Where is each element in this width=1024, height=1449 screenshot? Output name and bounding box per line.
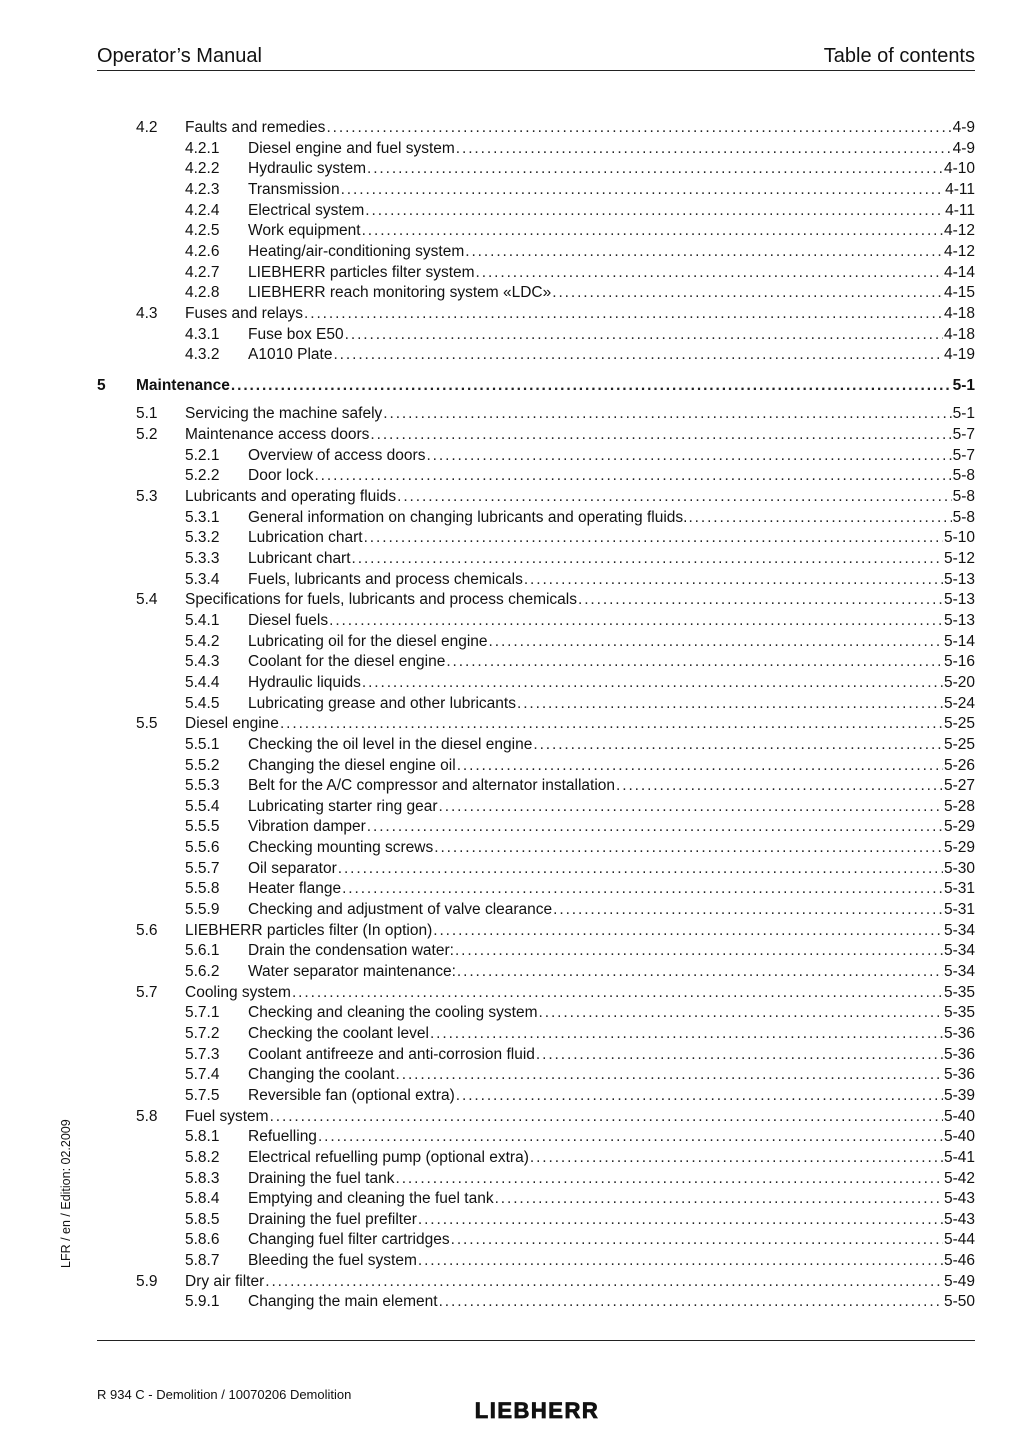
toc-entry-page: 5-8 (952, 508, 975, 526)
toc-entry[interactable] (185, 1127, 975, 1148)
toc-dot-leader (530, 1148, 943, 1168)
toc-dot-leader (439, 797, 943, 817)
toc-entry-title: Water separator maintenance: (248, 963, 456, 980)
toc-entry-number: 5 (97, 376, 106, 394)
toc-entry-page: 5-30 (943, 859, 975, 877)
toc-dot-leader (395, 1169, 942, 1189)
toc-entry-page: 5-42 (943, 1169, 975, 1187)
toc-entry[interactable] (185, 528, 975, 549)
toc-entry[interactable] (185, 1045, 975, 1066)
toc-dot-leader (552, 283, 943, 303)
toc-entry-title: Draining the fuel tank (248, 1169, 395, 1187)
toc-entry-page: 5-46 (943, 1252, 975, 1270)
toc-dot-leader (231, 376, 952, 396)
toc-entry-title: Maintenance (136, 376, 230, 394)
toc-dot-leader (280, 714, 943, 734)
toc-entry[interactable] (136, 714, 975, 735)
toc-entry-number: 4.2.1 (185, 139, 220, 157)
toc-entry-title: Diesel engine (185, 715, 279, 733)
toc-entry-number: 5.5.1 (185, 735, 220, 753)
toc-entry-page: 5-10 (943, 529, 975, 547)
toc-entry-page: 4-18 (943, 325, 975, 343)
toc-dot-leader (524, 570, 943, 590)
toc-entry-title: Diesel fuels (248, 611, 329, 629)
toc-entry[interactable] (97, 376, 975, 397)
toc-dot-leader (329, 611, 943, 631)
toc-entry-page: 5-50 (943, 1293, 975, 1311)
toc-dot-leader (333, 345, 943, 365)
toc-dot-leader (430, 1024, 943, 1044)
toc-entry-number: 4.2.7 (185, 263, 220, 281)
toc-entry[interactable] (185, 797, 975, 818)
toc-entry-number: 5.3.2 (185, 529, 220, 547)
toc-dot-leader (338, 859, 943, 879)
toc-entry[interactable] (185, 466, 975, 487)
toc-entry-title: Cooling system (185, 983, 291, 1001)
toc-dot-leader (370, 425, 951, 445)
toc-entry-number: 5.4 (136, 591, 158, 609)
toc-dot-leader (362, 673, 943, 693)
toc-entry-page: 5-43 (943, 1210, 975, 1228)
toc-entry-title: Specifications for fuels, lubricants and process chemicals (185, 591, 577, 609)
toc-dot-leader (517, 694, 943, 714)
toc-entry[interactable] (136, 983, 975, 1004)
toc-entry-number: 4.2.6 (185, 242, 220, 260)
toc-entry-page: 5-1 (952, 405, 975, 423)
toc-entry[interactable] (185, 325, 975, 346)
toc-entry-title: Checking mounting screws (248, 839, 434, 857)
toc-dot-leader (396, 1065, 943, 1085)
toc-entry-title: Lubricating oil for the diesel engine (248, 632, 488, 650)
toc-dot-leader (270, 1107, 943, 1127)
toc-entry-number: 5.8 (136, 1107, 158, 1125)
toc-dot-leader (318, 1127, 943, 1147)
toc-entry-number: 5.8.1 (185, 1128, 220, 1146)
toc-entry-number: 4.2.4 (185, 201, 220, 219)
toc-entry-number: 5.7 (136, 983, 158, 1001)
toc-entry-title: Changing fuel filter cartridges (248, 1231, 450, 1249)
toc-entry[interactable] (185, 283, 975, 304)
toc-dot-leader (455, 941, 943, 961)
toc-dot-leader (495, 1189, 943, 1209)
toc-dot-leader (536, 1045, 943, 1065)
toc-entry[interactable] (185, 1169, 975, 1190)
toc-entry-title: Drain the condensation water: (248, 942, 454, 960)
toc-entry-page: 5-35 (943, 983, 975, 1001)
toc-entry-title: Changing the coolant (248, 1066, 395, 1084)
toc-entry-number: 5.5.3 (185, 777, 220, 795)
toc-entry[interactable] (185, 1210, 975, 1231)
toc-entry-title: Coolant antifreeze and anti-corrosion fluid (248, 1045, 535, 1063)
toc-entry[interactable] (185, 446, 975, 467)
toc-entry-number: 5.8.5 (185, 1210, 220, 1228)
toc-entry[interactable] (136, 304, 975, 325)
toc-entry-page: 5-34 (943, 942, 975, 960)
toc-entry[interactable] (185, 1230, 975, 1251)
toc-entry-number: 5.7.1 (185, 1004, 220, 1022)
toc-entry-number: 5.4.1 (185, 611, 220, 629)
toc-dot-leader (426, 446, 951, 466)
toc-dot-leader (688, 508, 951, 528)
toc-entry-number: 4.2.3 (185, 180, 220, 198)
toc-entry[interactable] (136, 487, 975, 508)
toc-entry-title: Checking and adjustment of valve clearance (248, 901, 553, 919)
toc-dot-leader (265, 1272, 943, 1292)
toc-entry-title: Faults and remedies (185, 119, 326, 136)
toc-dot-leader (345, 325, 943, 345)
toc-entry-number: 4.2.8 (185, 284, 220, 302)
toc-entry-title: Refuelling (248, 1128, 317, 1146)
toc-entry-title: Changing the main element (248, 1293, 438, 1311)
toc-entry-title: Hydraulic system (248, 160, 366, 178)
toc-entry-title: Vibration damper (248, 818, 366, 836)
toc-entry-title: Hydraulic liquids (248, 673, 361, 691)
toc-entry[interactable] (185, 201, 975, 222)
toc-entry-title: General information on changing lubricants and operating fluids. (248, 508, 688, 526)
toc-entry-number: 4.2.5 (185, 222, 220, 240)
toc-entry-page: 5-43 (943, 1190, 975, 1208)
toc-entry[interactable] (185, 1148, 975, 1169)
toc-entry-page: 5-12 (943, 550, 975, 567)
toc-dot-leader (362, 221, 943, 241)
toc-entry[interactable] (185, 508, 975, 529)
footer-divider (97, 1340, 975, 1341)
toc-entry-title: Overview of access doors (248, 446, 426, 464)
toc-entry-title: Heating/air-conditioning system (248, 242, 465, 260)
toc-entry-page: 5-1 (952, 376, 975, 394)
toc-entry[interactable] (185, 776, 975, 797)
toc-entry-title: Fuels, lubricants and process chemicals (248, 570, 523, 588)
toc-entry-number: 5.2.1 (185, 446, 220, 464)
toc-entry-title: Transmission (248, 180, 340, 198)
toc-entry-title: Fuses and relays (185, 304, 304, 322)
toc-entry-title: Checking the coolant level (248, 1024, 429, 1042)
toc-entry[interactable] (185, 879, 975, 900)
toc-entry[interactable] (185, 221, 975, 242)
toc-entry[interactable] (136, 590, 975, 611)
toc-entry-page: 5-13 (943, 611, 975, 629)
toc-entry-title: Reversible fan (optional extra) (248, 1086, 455, 1104)
toc-entry-page: 5-14 (943, 632, 975, 650)
edition-note: LFR / en / Edition: 02.2009 (59, 1119, 73, 1268)
toc-entry-page: 4-11 (945, 180, 975, 198)
toc-entry-page: 5-36 (943, 1066, 975, 1084)
toc-entry-page: 5-27 (943, 777, 975, 795)
toc-dot-leader (451, 1230, 943, 1250)
toc-entry[interactable] (185, 1189, 975, 1210)
toc-entry-title: Electrical refuelling pump (optional extra) (248, 1148, 529, 1166)
toc-entry-title: Changing the diesel engine oil (248, 756, 456, 774)
toc-entry[interactable] (185, 756, 975, 777)
toc-entry-title: Coolant for the diesel engine (248, 653, 446, 671)
toc-entry[interactable] (185, 859, 975, 880)
toc-dot-leader (304, 304, 943, 324)
toc-dot-leader (326, 118, 951, 138)
toc-entry-page: 4-18 (943, 304, 975, 322)
toc-entry-title: Oil separator (248, 859, 337, 877)
toc-dot-leader (446, 652, 943, 672)
toc-dot-leader (578, 590, 943, 610)
toc-dot-leader (489, 632, 943, 652)
toc-entry-number: 5.8.4 (185, 1190, 220, 1208)
toc-entry-page: 4-11 (945, 201, 975, 219)
toc-entry[interactable] (185, 652, 975, 673)
toc-dot-leader (433, 921, 943, 941)
toc-dot-leader (456, 1086, 943, 1106)
toc-entry[interactable] (185, 632, 975, 653)
toc-entry-page: 5-16 (943, 653, 975, 671)
toc-entry-title: Fuel system (185, 1107, 269, 1125)
toc-entry-number: 5.3.1 (185, 508, 220, 526)
toc-entry[interactable] (185, 694, 975, 715)
toc-dot-leader (533, 735, 943, 755)
toc-entry-page: 5-31 (943, 901, 975, 919)
toc-entry[interactable] (136, 921, 975, 942)
toc-entry-number: 4.2.2 (185, 160, 220, 178)
toc-dot-leader (539, 1003, 943, 1023)
toc-entry-page: 5-34 (943, 963, 975, 980)
toc-dot-leader (434, 838, 943, 858)
toc-dot-leader (553, 900, 943, 920)
toc-dot-leader (367, 817, 943, 837)
toc-entry-number: 5.8.3 (185, 1169, 220, 1187)
toc-entry-number: 5.5.8 (185, 880, 220, 898)
toc-dot-leader (457, 962, 943, 982)
toc-entry-page: 4-15 (943, 284, 975, 302)
toc-entry[interactable] (136, 1107, 975, 1128)
toc-entry[interactable] (185, 1251, 975, 1272)
toc-entry-number: 5.5.9 (185, 901, 220, 919)
toc-dot-leader (418, 1210, 943, 1230)
toc-entry-title: LIEBHERR particles filter system (248, 263, 475, 281)
toc-entry-number: 5.6.1 (185, 942, 220, 960)
toc-dot-leader (456, 139, 952, 159)
toc-entry-title: Checking and cleaning the cooling system (248, 1004, 538, 1022)
toc-entry-title: Lubricating starter ring gear (248, 797, 438, 815)
toc-entry[interactable] (185, 1292, 975, 1313)
toc-entry-number: 5.4.3 (185, 653, 220, 671)
toc-entry-number: 5.7.4 (185, 1066, 220, 1084)
toc-entry-number: 5.5.7 (185, 859, 220, 877)
toc-entry[interactable] (185, 159, 975, 180)
logo-text: LIEBHERR (474, 1398, 600, 1422)
toc-entry[interactable] (185, 735, 975, 756)
toc-entry[interactable] (185, 900, 975, 921)
toc-entry-number: 4.3.1 (185, 325, 220, 343)
toc-entry-page: 5-31 (943, 880, 975, 898)
toc-entry-number: 5.9.1 (185, 1293, 220, 1311)
toc-entry-number: 5.8.2 (185, 1148, 220, 1166)
toc-entry-title: Lubricant chart (248, 550, 351, 567)
toc-entry-title: Lubricating grease and other lubricants (248, 694, 516, 712)
toc-entry-title: Diesel engine and fuel system (248, 139, 455, 157)
toc-entry[interactable] (185, 263, 975, 284)
toc-entry[interactable] (185, 838, 975, 859)
toc-dot-leader (465, 242, 943, 262)
toc-entry-number: 5.4.4 (185, 673, 220, 691)
toc-entry-title: Door lock (248, 467, 314, 485)
toc-entry-page: 5-40 (943, 1128, 975, 1146)
toc-entry-page: 4-9 (952, 139, 975, 157)
manual-title: Operator’s Manual (97, 45, 262, 67)
toc-entry-page: 5-40 (943, 1107, 975, 1125)
toc-entry-title: Heater flange (248, 880, 342, 898)
toc-entry-number: 5.9 (136, 1272, 158, 1290)
toc-entry-page: 4-19 (943, 346, 975, 364)
toc-entry-page: 4-14 (943, 263, 975, 281)
toc-entry-page: 5-39 (943, 1086, 975, 1104)
toc-entry-title: LIEBHERR reach monitoring system «LDC» (248, 284, 552, 302)
toc-entry-title: LIEBHERR particles filter (In option) (185, 921, 433, 939)
toc-entry[interactable] (185, 941, 975, 962)
page-header (97, 44, 975, 71)
toc-entry-number: 5.5.4 (185, 797, 220, 815)
footer-model: R 934 C - Demolition / 10070206 Demolition (97, 1387, 352, 1402)
toc-entry[interactable] (185, 673, 975, 694)
toc-entry[interactable] (185, 962, 975, 983)
toc-entry-title: Fuse box E50 (248, 325, 344, 343)
toc-dot-leader (439, 1292, 943, 1312)
toc-entry[interactable] (136, 1272, 975, 1293)
toc-entry-title: Servicing the machine safely (185, 405, 383, 423)
toc-entry-page: 5-36 (943, 1045, 975, 1063)
toc-entry-number: 5.6 (136, 921, 158, 939)
toc-entry-number: 4.3 (136, 304, 158, 322)
toc-entry-number: 5.3 (136, 488, 158, 506)
toc-entry-page: 5-44 (943, 1231, 975, 1249)
liebherr-logo (457, 1398, 617, 1422)
toc-entry-number: 5.5 (136, 715, 158, 733)
toc-entry-title: Draining the fuel prefilter (248, 1210, 417, 1228)
toc-entry-page: 5-26 (943, 756, 975, 774)
toc-entry[interactable] (185, 1086, 975, 1107)
toc-entry-page: 4-12 (943, 242, 975, 260)
toc-dot-leader (364, 528, 943, 548)
toc-entry-page: 5-7 (952, 426, 975, 444)
toc-entry-page: 5-41 (943, 1148, 975, 1166)
toc-entry[interactable] (185, 1003, 975, 1024)
toc-entry[interactable] (185, 242, 975, 263)
toc-entry-number: 4.2 (136, 119, 158, 136)
toc-entry-title: A1010 Plate (248, 346, 333, 364)
toc-entry-title: Work equipment (248, 222, 361, 240)
toc-entry-page: 5-36 (943, 1024, 975, 1042)
toc-dot-leader (314, 466, 951, 486)
toc-entry-number: 5.7.5 (185, 1086, 220, 1104)
toc-dot-leader (476, 263, 943, 283)
toc-entry-title: Electrical system (248, 201, 365, 219)
toc-entry[interactable] (136, 425, 975, 446)
toc-entry[interactable] (185, 139, 975, 160)
toc-entry-number: 5.2.2 (185, 467, 220, 485)
toc-entry[interactable] (185, 611, 975, 632)
toc-entry-page: 5-29 (943, 818, 975, 836)
toc-entry-page: 5-7 (952, 446, 975, 464)
toc-entry-number: 5.7.2 (185, 1024, 220, 1042)
toc-entry-number: 5.5.2 (185, 756, 220, 774)
toc-dot-leader (383, 404, 951, 424)
toc-entry-title: Belt for the A/C compressor and alternator installation (248, 777, 616, 795)
toc-entry-page: 4-9 (952, 119, 975, 136)
toc-entry-number: 4.3.2 (185, 346, 220, 364)
toc-entry-page: 5-8 (952, 488, 975, 506)
toc-entry-page: 5-8 (952, 467, 975, 485)
toc-entry-page: 4-10 (943, 160, 975, 178)
toc-entry-title: Lubricants and operating fluids (185, 488, 397, 506)
toc-entry-title: Lubrication chart (248, 529, 363, 547)
toc-entry-page: 5-25 (943, 735, 975, 753)
toc-entry-title: Bleeding the fuel system (248, 1252, 417, 1270)
toc-entry[interactable] (185, 570, 975, 591)
toc-entry-number: 5.7.3 (185, 1045, 220, 1063)
toc-entry[interactable] (185, 549, 975, 570)
toc-entry-page: 5-29 (943, 839, 975, 857)
toc-entry-page: 4-12 (943, 222, 975, 240)
toc-entry-page: 5-13 (943, 591, 975, 609)
toc-dot-leader (457, 756, 943, 776)
toc-entry[interactable] (185, 1065, 975, 1086)
toc-entry-page: 5-28 (943, 797, 975, 815)
toc-entry[interactable] (136, 118, 975, 139)
toc-entry-page: 5-24 (943, 694, 975, 712)
toc-entry-number: 5.6.2 (185, 963, 220, 980)
toc-entry-number: 5.5.5 (185, 818, 220, 836)
toc-entry-number: 5.8.6 (185, 1231, 220, 1249)
toc-entry-number: 5.4.2 (185, 632, 220, 650)
toc-dot-leader (367, 159, 943, 179)
toc-entry-page: 5-25 (943, 715, 975, 733)
toc-dot-leader (365, 201, 944, 221)
toc-entry-page: 5-35 (943, 1004, 975, 1022)
toc-entry-page: 5-34 (943, 921, 975, 939)
toc-entry-title: Emptying and cleaning the fuel tank (248, 1190, 494, 1208)
toc-entry-number: 5.4.5 (185, 694, 220, 712)
toc-dot-leader (342, 879, 943, 899)
toc-entry-number: 5.8.7 (185, 1252, 220, 1270)
toc-entry[interactable] (185, 180, 975, 201)
toc-dot-leader (292, 983, 943, 1003)
toc-entry-page: 5-13 (943, 570, 975, 588)
toc-dot-leader (397, 487, 951, 507)
toc-entry-number: 5.3.3 (185, 550, 220, 567)
toc-entry-title: Maintenance access doors (185, 426, 370, 444)
toc-entry-title: Checking the oil level in the diesel engine (248, 735, 533, 753)
section-title: Table of contents (823, 45, 975, 67)
toc-entry-number: 5.2 (136, 426, 158, 444)
toc-entry[interactable] (185, 1024, 975, 1045)
toc-entry-number: 5.1 (136, 405, 158, 423)
toc-entry-page: 5-49 (943, 1272, 975, 1290)
toc-dot-leader (352, 549, 943, 569)
toc-entry[interactable] (185, 345, 975, 366)
toc-dot-leader (616, 776, 943, 796)
toc-entry[interactable] (136, 404, 975, 425)
toc-entry[interactable] (185, 817, 975, 838)
toc-entry-number: 5.5.6 (185, 839, 220, 857)
toc-entry-number: 5.3.4 (185, 570, 220, 588)
toc-dot-leader (341, 180, 945, 200)
toc-entry-page: 5-20 (943, 673, 975, 691)
toc-dot-leader (418, 1251, 943, 1271)
toc-entry-title: Dry air filter (185, 1272, 265, 1290)
